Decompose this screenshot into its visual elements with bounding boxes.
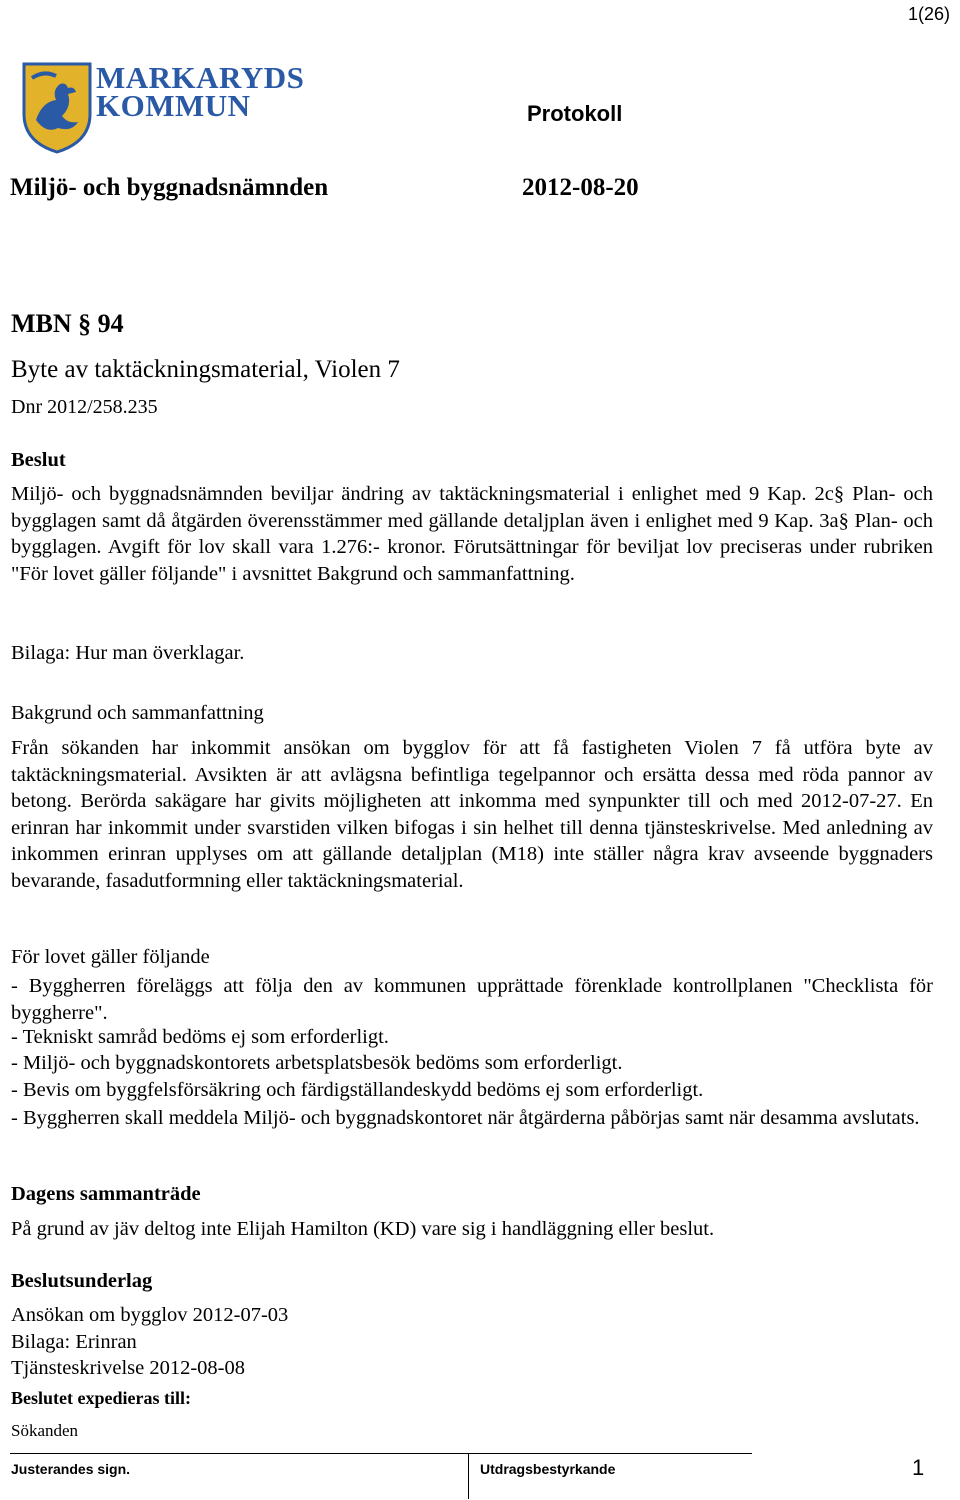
condition-item: - Bevis om byggfelsförsäkring och färdigställandeskydd bedöms ej som erforderligt.	[11, 1079, 704, 1101]
item-title: Byte av taktäckningsmaterial, Violen 7	[11, 356, 400, 383]
diary-number: Dnr 2012/258.235	[11, 396, 158, 418]
condition-item: - Byggherren skall meddela Miljö- och byggnadskontoret när åtgärderna påbörjas samt när desamma avslutats.	[11, 1107, 920, 1129]
basis-document: Bilaga: Erinran	[11, 1331, 137, 1353]
committee-name: Miljö- och byggnadsnämnden	[10, 174, 329, 201]
basis-document: Tjänsteskrivelse 2012-08-08	[11, 1357, 245, 1379]
condition-item: - Byggherren föreläggs att följa den av kommunen upprättade förenklade kontrollplanen "Checklista för byggherre".	[11, 975, 933, 1024]
item-number: MBN § 94	[11, 309, 124, 338]
decision-text: Miljö- och byggnadsnämnden beviljar ändring av taktäckningsmaterial i enlighet med 9 Kap. 2c§ Plan- och bygglagen samt då åtgärden överensstämmer med gällande detaljplan även i enlighet med 9 Kap. 3a§ Plan- och bygglagen. Avgift för lov skall vara 1.276:- kronor. Förutsättningar för beviljat lov preciseras under rubriken "För lovet gäller följande" i avsnittet Bakgrund och sammanfattning.	[11, 483, 933, 585]
distribution-heading: Beslutet expedieras till:	[11, 1388, 191, 1408]
footer-page-number: 1	[912, 1455, 925, 1480]
background-text: Från sökanden har inkommit ansökan om bygglov för att få fastigheten Violen 7 få utföra byte av taktäckningsmaterial. Avsikten är att avlägsna befintliga tegelpannor och ersätta dessa med röda pannor av betong. Berörda sakägare har givits möjligheten att inkomma med synpunkter till och med 2012-07-27. En erinran har inkommit under svarstiden vilken bifogas i sin helhet till denna tjänsteskrivelse. Med anledning av inkommen erinran upplyses om att gällande detaljplan (M18) inte ställer några krav avseende byggnaders bevarande, fasadutformning eller taktäckningsmaterial.	[11, 737, 933, 892]
attachment-note: Bilaga: Hur man överklagar.	[11, 642, 245, 664]
signature-label: Justerandes sign.	[11, 1461, 131, 1477]
meeting-date: 2012-08-20	[522, 174, 639, 201]
certification-label: Utdragsbestyrkande	[480, 1461, 616, 1477]
basis-document: Ansökan om bygglov 2012-07-03	[11, 1304, 289, 1326]
condition-item: - Miljö- och byggnadskontorets arbetsplatsbesök bedöms som erforderligt.	[11, 1052, 623, 1074]
condition-item: - Tekniskt samråd bedöms ej som erforderligt.	[11, 1026, 389, 1048]
distribution-recipient: Sökanden	[11, 1421, 79, 1440]
section-heading-underlag: Beslutsunderlag	[11, 1270, 153, 1292]
section-heading-bakgrund: Bakgrund och sammanfattning	[11, 702, 264, 724]
meeting-note: På grund av jäv deltog inte Elijah Hamilton (KD) vare sig i handläggning eller beslut.	[11, 1218, 715, 1240]
section-heading-beslut: Beslut	[11, 449, 66, 471]
footer-rule	[10, 1453, 752, 1454]
logo-text-line1: MARKARYDS	[96, 60, 305, 95]
document-type: Protokoll	[527, 101, 623, 126]
section-heading-dagens: Dagens sammanträde	[11, 1183, 201, 1205]
page-number: 1(26)	[907, 4, 950, 24]
coat-of-arms-icon	[22, 62, 92, 154]
footer-divider	[468, 1453, 469, 1499]
section-heading-villkor: För lovet gäller följande	[11, 946, 210, 968]
logo-text-line2: KOMMUN	[96, 88, 251, 123]
